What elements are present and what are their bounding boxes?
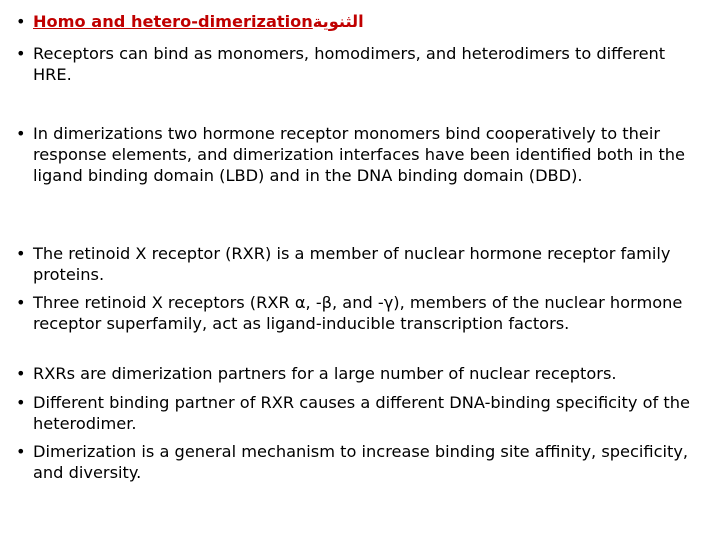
- bullet-dot: •: [16, 44, 26, 63]
- bullet-dot: •: [16, 364, 26, 383]
- bullet-text: Receptors can bind as monomers, homodimers, and heterodimers to different HRE.: [33, 44, 666, 84]
- bullet-dot: •: [16, 124, 26, 143]
- list-item: [16, 43, 698, 85]
- bullet-dot: •: [16, 293, 26, 312]
- list-item: [16, 123, 698, 186]
- bullet-text: Three retinoid X receptors (RXR α, -β, and -γ), members of the nuclear hormone receptor superfamily, act as ligand-inducible transcription factors.: [33, 293, 683, 333]
- bullet-dot: •: [16, 442, 26, 461]
- bullet-dot: •: [16, 12, 26, 31]
- slide-title-arabic: الثنوية: [312, 12, 364, 31]
- list-item: [16, 363, 698, 384]
- slide-title: Homo and hetero-dimerization: [33, 12, 313, 31]
- title-bullet: [16, 11, 698, 32]
- bullet-text: In dimerizations two hormone receptor monomers bind cooperatively to their response elements, and dimerization interfaces have been identified both in the ligand binding domain (LBD) and in the DNA binding domain (DBD).: [33, 124, 686, 185]
- bullet-text: Different binding partner of RXR causes a different DNA-binding specificity of the heterodimer.: [33, 393, 690, 433]
- list-item: [16, 441, 698, 483]
- list-item: [16, 392, 698, 434]
- list-item: [16, 243, 698, 285]
- bullet-dot: •: [16, 244, 26, 263]
- bullet-text: Dimerization is a general mechanism to increase binding site affinity, specificity, and diversity.: [33, 442, 689, 482]
- bullet-text: The retinoid X receptor (RXR) is a member of nuclear hormone receptor family proteins.: [33, 244, 671, 284]
- list-item: [16, 292, 698, 334]
- bullet-text: RXRs are dimerization partners for a large number of nuclear receptors.: [33, 364, 617, 383]
- bullet-dot: •: [16, 393, 26, 412]
